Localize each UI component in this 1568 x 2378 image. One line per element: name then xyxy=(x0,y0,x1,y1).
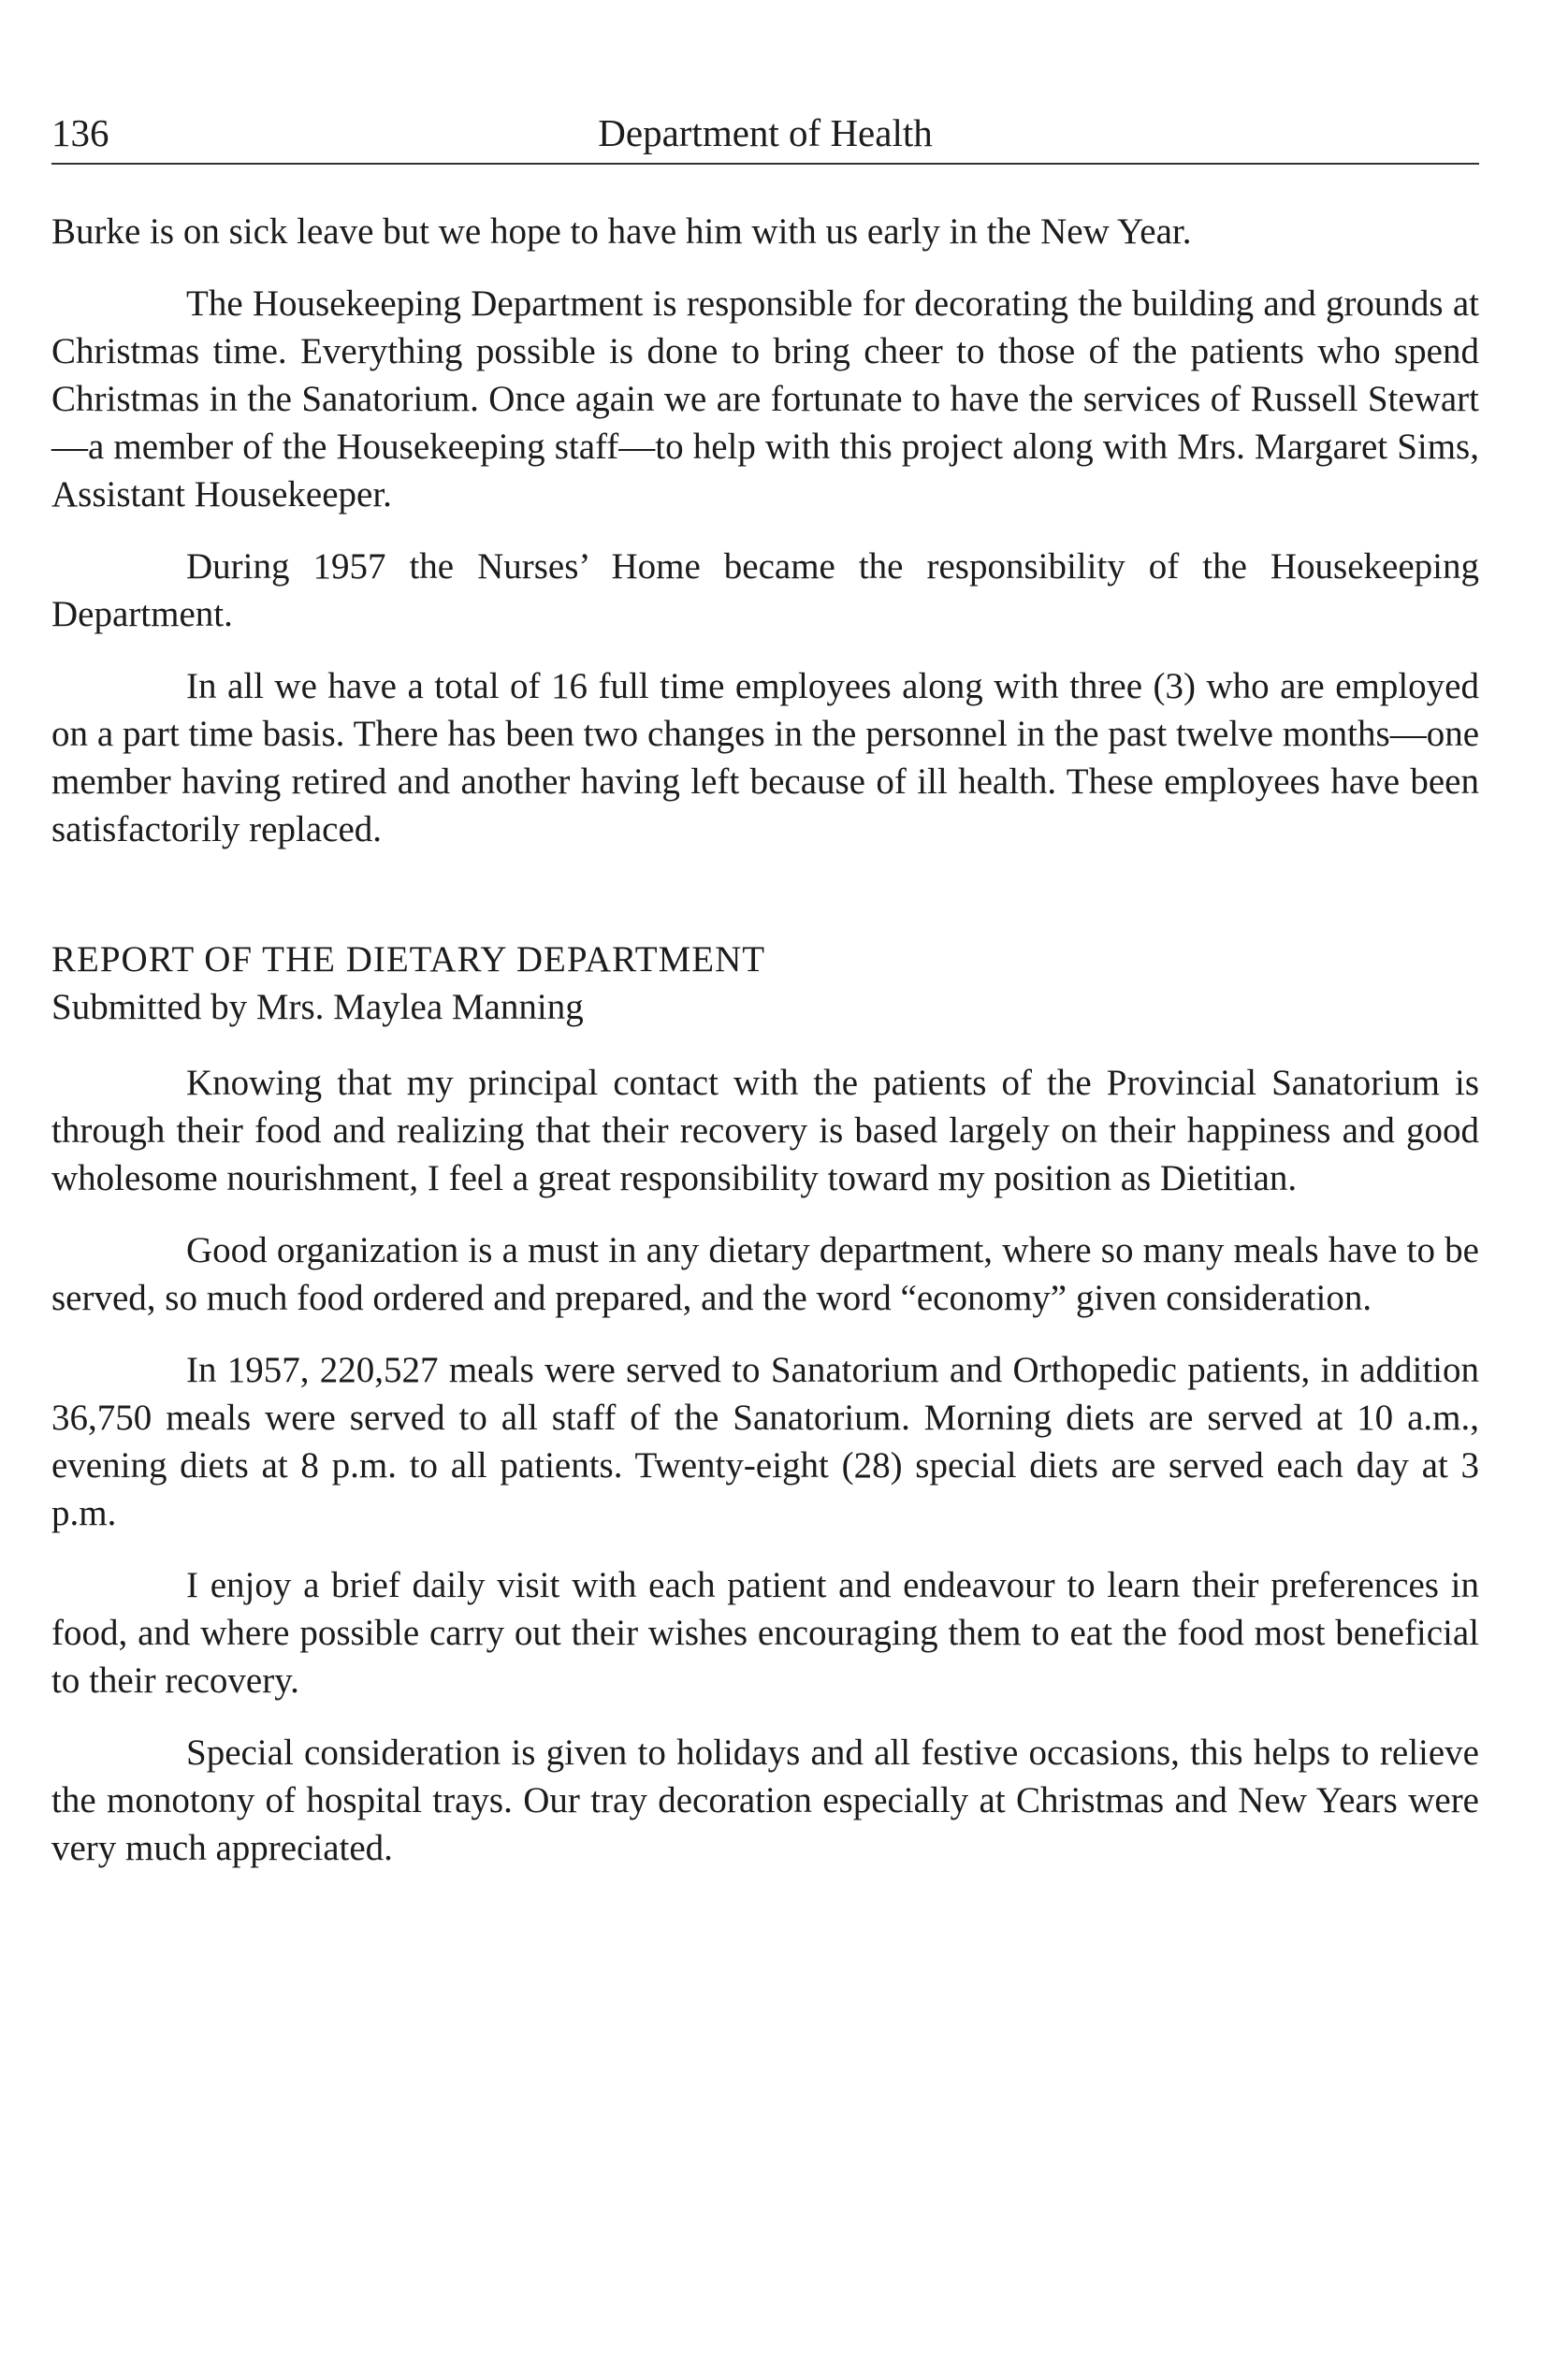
running-title: Department of Health xyxy=(598,111,933,154)
paragraph-employees: In all we have a total of 16 full time employees along with three (3) who are employed on a part time basis. There has been two changes in the personnel in the past twelve months—one member having retired and another having left because of ill health. These employees have been satisfactorily replaced. xyxy=(51,666,1479,849)
paragraph-housekeeping-christmas: The Housekeeping Department is responsible for decorating the building and grounds at Christmas time. Everything possible is done to bring cheer to those of the patients who spend Christmas in the Sanatorium. Once again we are fortunate to have the services of Russell Stewart—a member of the Housekeeping staff—to help with this project along with Mrs. Margaret Sims, Assistant Housekeeper. xyxy=(51,283,1479,515)
paragraph-meals-served: In 1957, 220,527 meals were served to Sanatorium and Orthopedic patients, in addition 36,750 meals were served to all staff of the Sanatorium. Morning diets are served at 10 a.m., evening diets at 8 p.m. to all patients. Twenty-eight (28) special diets are served each day at 3 p.m. xyxy=(51,1350,1479,1533)
paragraph-nurses-home: During 1957 the Nurses’ Home became the responsibility of the Housekeeping Department. xyxy=(51,546,1479,634)
paragraph-organization: Good organization is a must in any dietary department, where so many meals have to be served, so much food ordered and prepared, and the word “economy” given consideration. xyxy=(51,1230,1479,1318)
document-page xyxy=(51,0,1479,2378)
section-heading: REPORT OF THE DIETARY DEPARTMENT xyxy=(51,939,766,979)
body-text xyxy=(51,208,1479,1872)
paragraph-patient-visits: I enjoy a brief daily visit with each patient and endeavour to learn their preferences in food, and where possible carry out their wishes encouraging them to eat the food most beneficial to their recovery. xyxy=(51,1565,1479,1701)
paragraph-dietitian-role: Knowing that my principal contact with the patients of the Provincial Sanatorium is through their food and realizing that their recovery is based largely on their happiness and good wholesome nourishment, I feel a great responsibility toward my position as Dietitian. xyxy=(51,1063,1479,1198)
header-rule xyxy=(51,163,1479,165)
running-head xyxy=(51,105,1479,161)
section-heading-block xyxy=(51,935,1479,1031)
section-subheading: Submitted by Mrs. Maylea Manning xyxy=(51,987,584,1027)
paragraph-holidays: Special consideration is given to holidays and all festive occasions, this helps to relieve the monotony of hospital trays. Our tray decoration especially at Christmas and New Years were very much appreciated. xyxy=(51,1733,1479,1868)
paragraph-continuation: Burke is on sick leave but we hope to have him with us early in the New Year. xyxy=(51,211,1192,252)
page-number: 136 xyxy=(51,111,109,154)
